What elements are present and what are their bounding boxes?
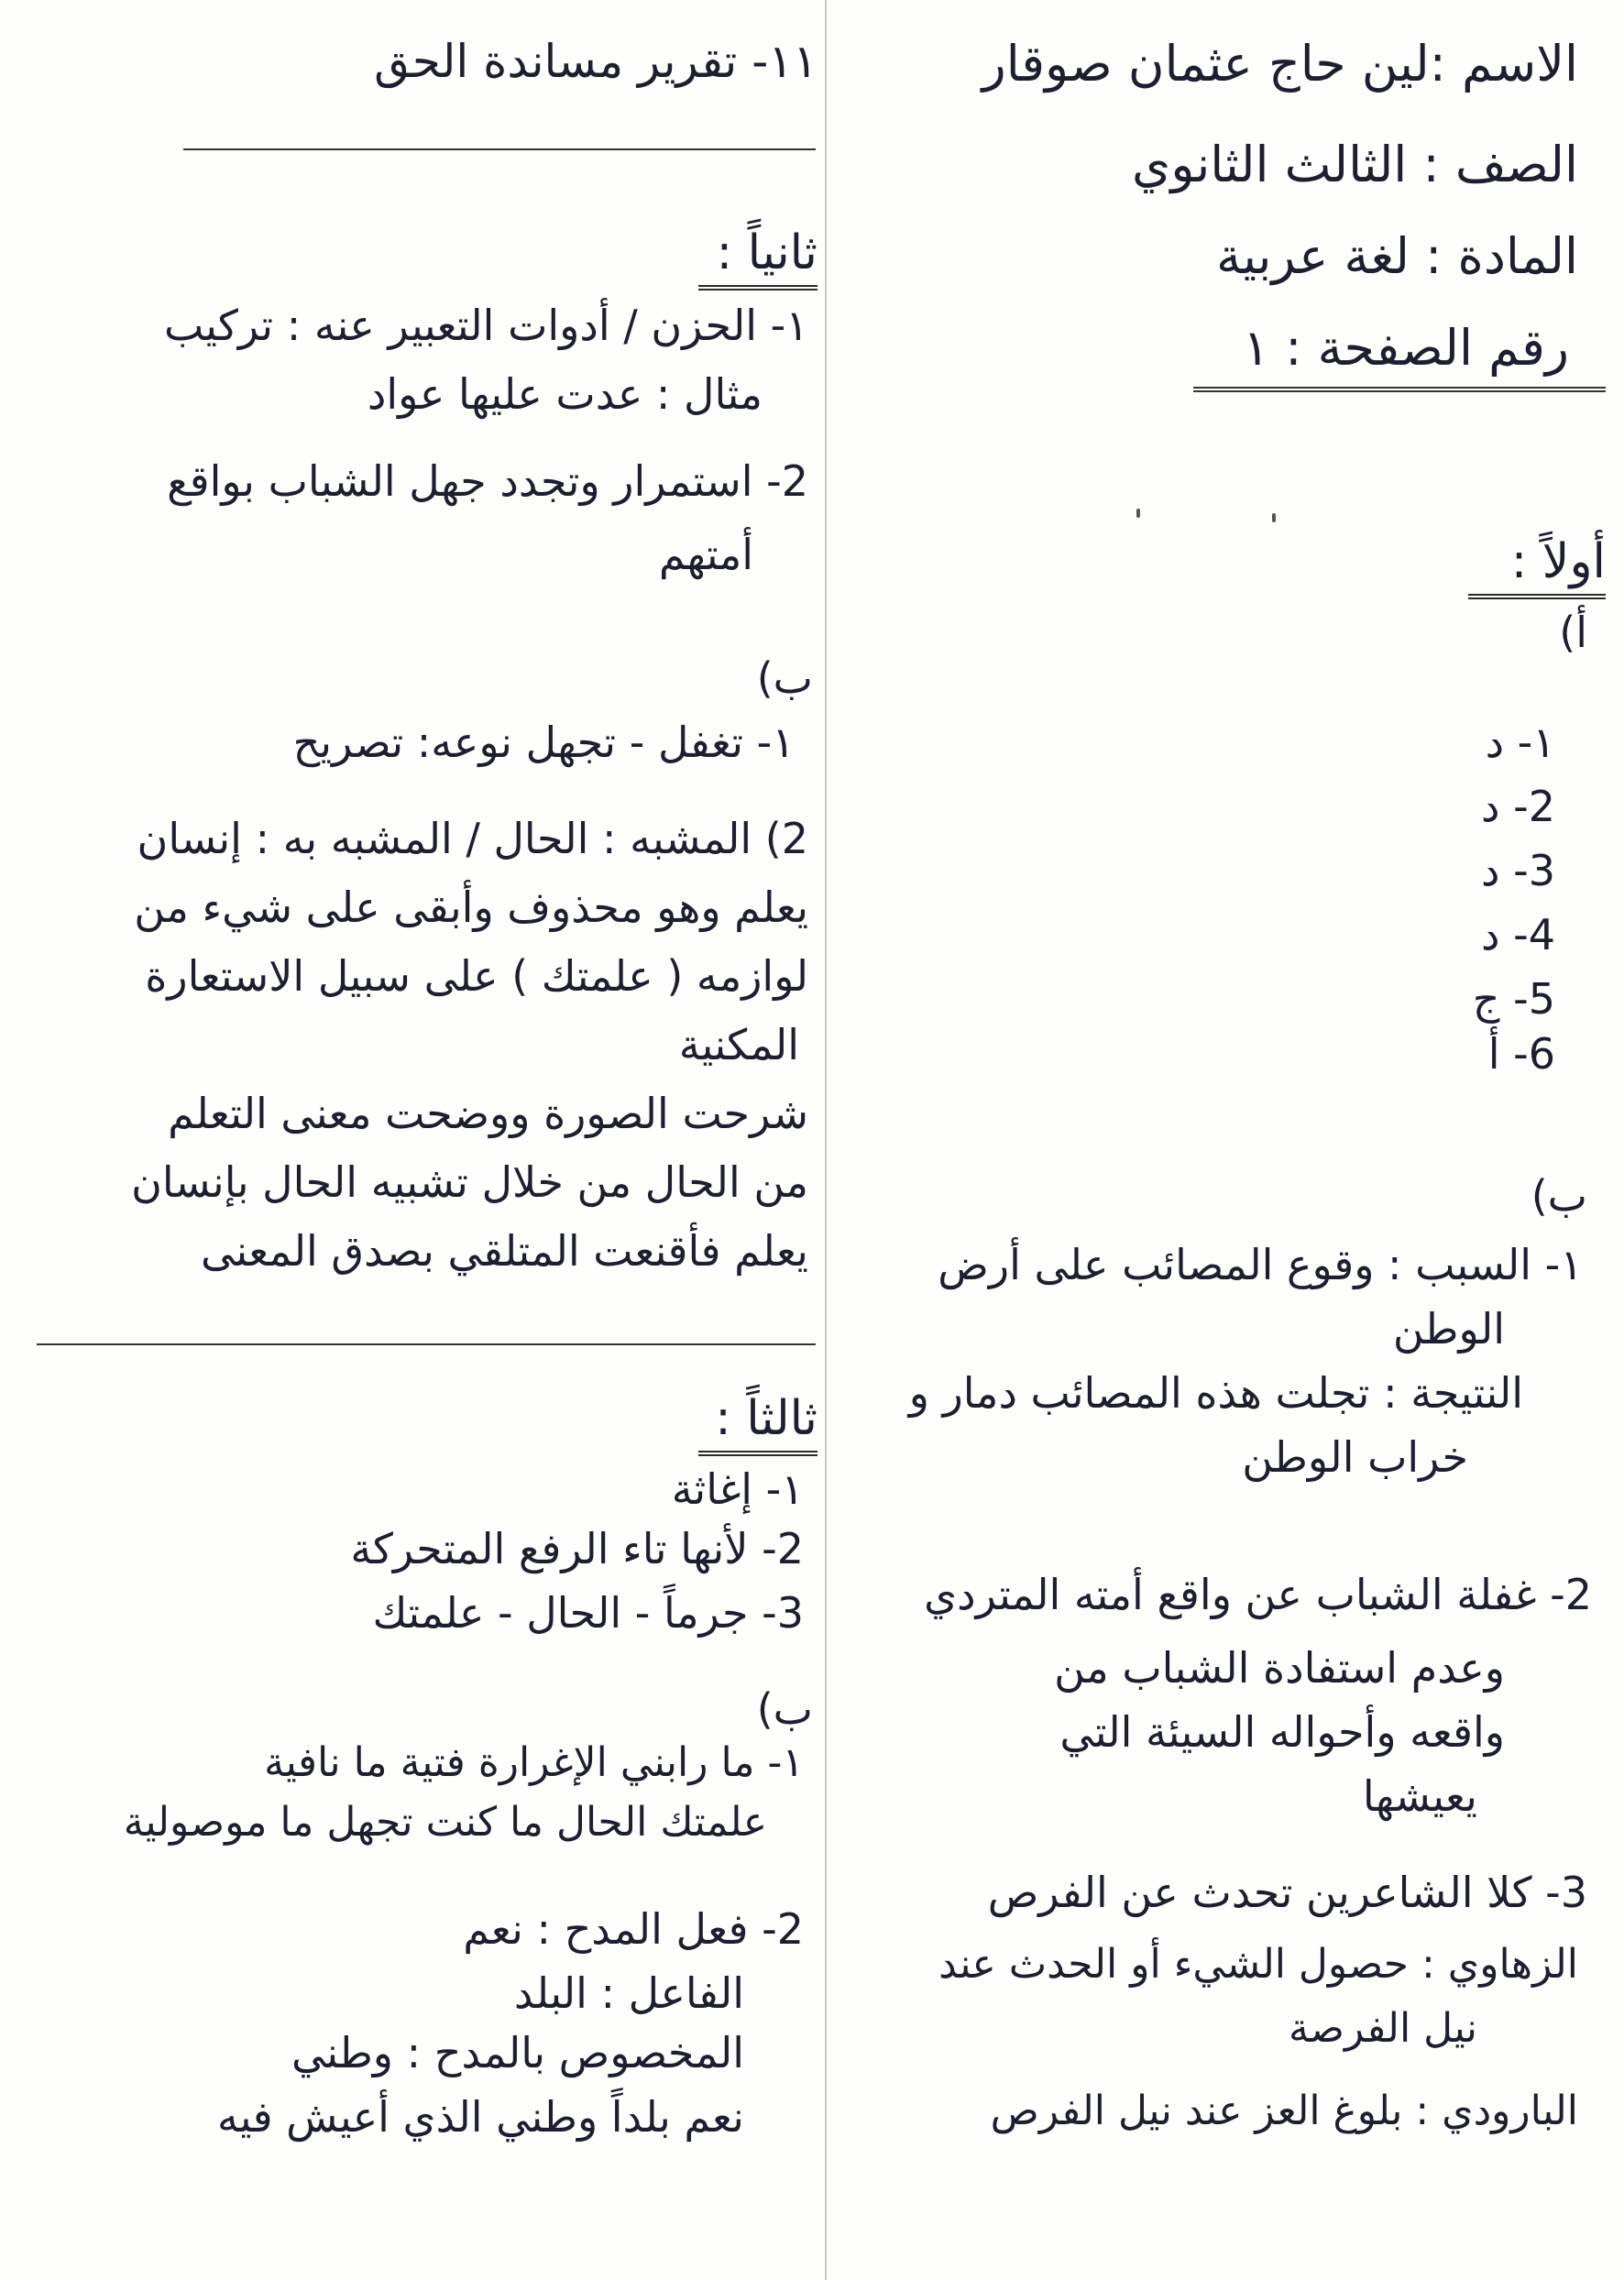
answer-line: الزهاوي : حصول الشيء أو الحدث عند <box>938 1941 1578 1988</box>
answer-line: خراب الوطن <box>1242 1432 1468 1482</box>
page-number-label: رقم الصفحة : ١ <box>1243 319 1569 377</box>
part-b-label: ب) <box>1531 1171 1587 1221</box>
grade-label: الصف : الثالث الثانوي <box>1132 136 1578 193</box>
answer-item: 2- د <box>1481 782 1555 831</box>
answer-line: الوطن <box>1392 1304 1505 1354</box>
answer-line: وعدم استفادة الشباب من <box>1054 1643 1505 1693</box>
answer-line: ١- الحزن / أدوات التعبير عنه : تركيب <box>163 301 808 350</box>
answer-line: 2- استمرار وتجدد جهل الشباب بواقع <box>167 456 808 506</box>
answer-line: أمتهم <box>658 530 753 579</box>
answer-line: ١- تغفل - تجهل نوعه: تصريح <box>292 718 795 767</box>
part-a-label: أ) <box>1559 608 1587 657</box>
answer-line: لوازمه ( علمتك ) على سبيل الاستعارة <box>145 951 808 1001</box>
ink-dot <box>1136 509 1140 518</box>
section-2-heading: ثانياً : <box>698 227 817 290</box>
answer-line: 2- فعل المدح : نعم <box>463 1904 804 1954</box>
section-rule <box>37 1343 816 1345</box>
answer-line: المكنية <box>678 1020 799 1069</box>
answer-line: 3- كلا الشاعرين تحدث عن الفرص <box>987 1868 1587 1917</box>
title-rule <box>183 148 816 150</box>
subject-label: المادة : لغة عربية <box>1216 227 1578 285</box>
answer-item: ١- د <box>1485 718 1555 767</box>
answer-line: نيل الفرصة <box>1289 2005 1477 2052</box>
part-b-label: ب) <box>756 1684 813 1734</box>
answer-line: 2) المشبه : الحال / المشبه به : إنسان <box>137 814 808 863</box>
section-3-heading: ثالثاً : <box>698 1393 817 1456</box>
answer-line: يعيشها <box>1362 1771 1477 1821</box>
answer-line: علمتك الحال ما كنت تجهل ما موصولية <box>123 1799 767 1846</box>
answer-item: 5- ج <box>1472 974 1555 1024</box>
answer-item: 4- د <box>1481 910 1555 959</box>
answer-line: نعم بلداً وطني الذي أعيش فيه <box>217 2092 744 2142</box>
answer-line: مثال : عدت عليها عواد <box>367 369 763 419</box>
part-b-label: ب) <box>756 653 813 703</box>
section-1-heading: أولاً : <box>1468 536 1606 599</box>
answer-line: يعلم فأقنعت المتلقي بصدق المعنى <box>200 1226 808 1276</box>
student-name: الاسم :لين حاج عثمان صوقار <box>982 35 1578 93</box>
answer-item: 3- د <box>1481 846 1555 895</box>
answer-line: يعلم وهو محذوف وأبقى على شيء من <box>134 882 808 932</box>
answer-line: ١- السبب : وقوع المصائب على أرض <box>938 1240 1583 1289</box>
answer-line: واقعه وأحواله السيئة التي <box>1059 1707 1505 1757</box>
answer-item: 6- أ <box>1487 1029 1555 1079</box>
ink-dot <box>1272 513 1276 522</box>
answer-line: النتيجة : تجلت هذه المصائب دمار و <box>908 1368 1523 1418</box>
answer-line: 2- لأنها تاء الرفع المتحركة <box>350 1524 804 1573</box>
answer-line: 3- جرماً - الحال - علمتك <box>372 1588 804 1638</box>
answer-line: شرحت الصورة ووضحت معنى التعلم <box>168 1089 808 1138</box>
answer-line: البارودي : بلوغ العز عند نيل الفرص <box>990 2088 1578 2134</box>
answer-line: ١- ما رابني الإغرارة فتية ما نافية <box>264 1739 804 1786</box>
header-underline <box>1193 387 1606 392</box>
answer-line: الفاعل : البلد <box>513 1968 744 2018</box>
answer-line: 2- غفلة الشباب عن واقع أمته المتردي <box>924 1570 1592 1619</box>
answer-line: المخصوص بالمدح : وطني <box>291 2028 744 2077</box>
report-title: ١١- تقرير مساندة الحق <box>374 35 817 88</box>
answer-line: من الحال من خلال تشبيه الحال بإنسان <box>131 1157 808 1207</box>
column-divider <box>825 0 827 2280</box>
answer-line: ١- إغاثة <box>671 1464 804 1514</box>
